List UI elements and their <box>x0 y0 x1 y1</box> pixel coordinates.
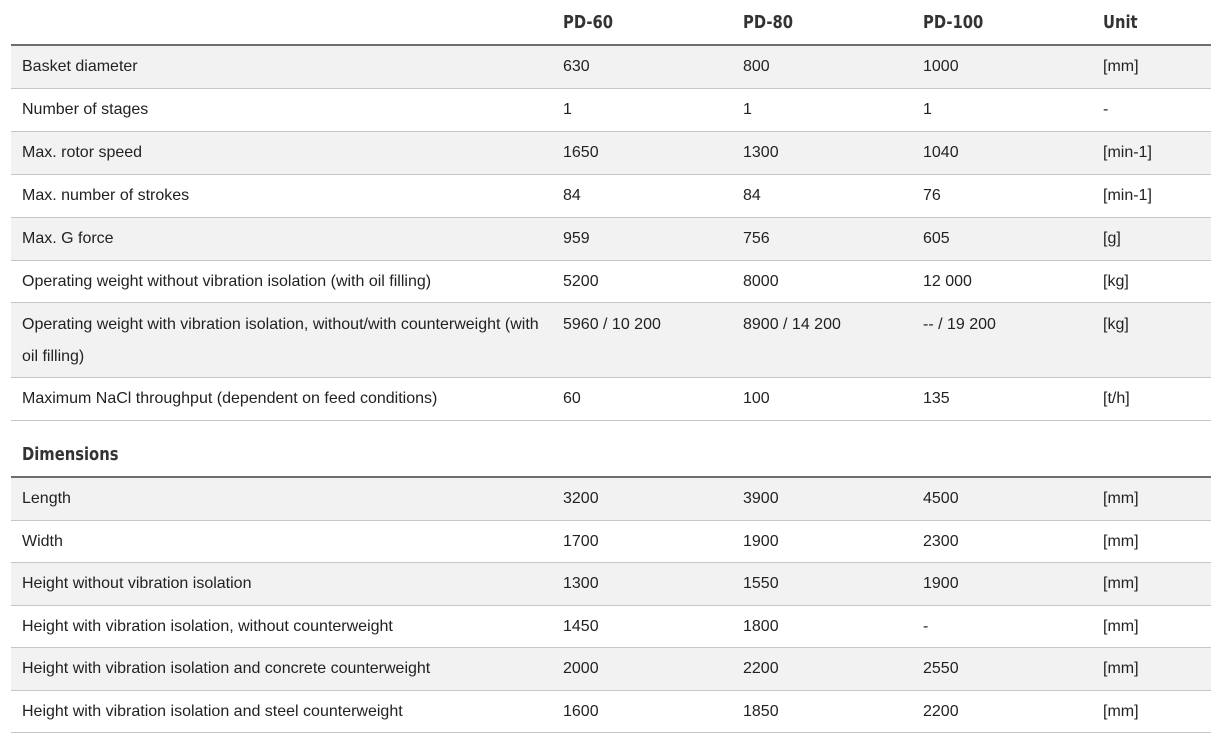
table-row <box>11 132 1211 175</box>
table-row <box>11 303 1211 378</box>
cell-pd100: 1040 <box>923 144 959 161</box>
cell-pd100: 605 <box>923 230 950 247</box>
table-row <box>11 563 1211 606</box>
header-text-pd80: PD-80 <box>743 12 794 33</box>
header-text-pd60: PD-60 <box>563 12 614 33</box>
cell-unit: [t/h] <box>1103 390 1130 407</box>
cell-pd100: 1900 <box>923 575 959 592</box>
cell-pd100: - <box>923 617 929 635</box>
header-text-unit: Unit <box>1103 12 1138 33</box>
table-row <box>11 521 1211 563</box>
cell-pd80: 2200 <box>743 660 779 677</box>
cell-pd60: 1600 <box>563 702 599 720</box>
row-label: Height with vibration isolation, without counterweight <box>22 617 393 635</box>
header-cell-pd80 <box>732 13 912 34</box>
row-label: Max. number of strokes <box>22 187 190 204</box>
row-label: Basket diameter <box>22 58 138 75</box>
cell-pd60: 5200 <box>563 272 599 290</box>
table-row <box>11 648 1211 691</box>
cell-pd60: 84 <box>563 187 581 204</box>
cell-pd100: 2550 <box>923 660 959 677</box>
dimensions-title: Dimensions <box>22 444 119 465</box>
header-cell-pd60 <box>552 13 732 34</box>
cell-pd60: 1 <box>563 101 572 118</box>
cell-pd80: 3900 <box>743 490 779 507</box>
cell-unit: [mm] <box>1103 617 1139 635</box>
row-label: Maximum NaCl throughput (dependent on feed conditions) <box>22 390 438 407</box>
dimensions-section-header <box>11 421 1211 478</box>
cell-pd80: 1550 <box>743 575 779 592</box>
cell-pd80: 1850 <box>743 702 779 720</box>
row-label: Operating weight without vibration isolation (with oil filling) <box>22 272 432 290</box>
table-row <box>11 46 1211 89</box>
row-label: Height without vibration isolation <box>22 575 252 592</box>
cell-pd60: 60 <box>563 390 581 407</box>
cell-unit: [g] <box>1103 230 1121 247</box>
cell-unit: [kg] <box>1103 316 1129 333</box>
cell-unit: [mm] <box>1103 702 1139 720</box>
cell-unit: [mm] <box>1103 575 1139 592</box>
cell-pd80: 756 <box>743 230 770 247</box>
table-row <box>11 478 1211 521</box>
cell-pd80: 1 <box>743 101 752 118</box>
cell-pd100: 2200 <box>923 702 959 720</box>
cell-pd80: 1800 <box>743 617 779 635</box>
table-row <box>11 89 1211 132</box>
cell-pd60: 959 <box>563 230 590 247</box>
spec-table <box>11 0 1211 733</box>
cell-pd100: 76 <box>923 187 941 204</box>
cell-unit: [mm] <box>1103 532 1139 550</box>
cell-pd100: 4500 <box>923 490 959 507</box>
table-row <box>11 691 1211 733</box>
cell-pd60: 3200 <box>563 490 599 507</box>
table-row <box>11 378 1211 421</box>
table-row <box>11 175 1211 218</box>
cell-pd60: 1650 <box>563 144 599 161</box>
cell-unit: [mm] <box>1103 660 1139 677</box>
cell-unit: [min-1] <box>1103 187 1152 204</box>
cell-pd60: 1700 <box>563 532 599 550</box>
row-label: Width <box>22 532 63 550</box>
row-label: Max. G force <box>22 230 114 247</box>
cell-pd100: 12 000 <box>923 272 972 290</box>
cell-unit: [mm] <box>1103 58 1139 75</box>
table-row <box>11 261 1211 303</box>
cell-pd80: 1900 <box>743 532 779 550</box>
row-label: Operating weight with vibration isolation, without/with counterweight (with oil filling) <box>22 316 539 365</box>
row-label: Number of stages <box>22 101 149 118</box>
row-label: Max. rotor speed <box>22 144 143 161</box>
cell-pd60: 630 <box>563 58 590 75</box>
cell-pd80: 800 <box>743 58 770 75</box>
cell-pd100: 1000 <box>923 58 959 75</box>
table-row <box>11 606 1211 648</box>
cell-unit: - <box>1103 101 1109 118</box>
table-row <box>11 218 1211 261</box>
row-label: Height with vibration isolation and concrete counterweight <box>22 660 431 677</box>
cell-unit: [mm] <box>1103 490 1139 507</box>
cell-pd60: 2000 <box>563 660 599 677</box>
header-cell-unit <box>1092 13 1211 34</box>
cell-pd60: 1300 <box>563 575 599 592</box>
cell-pd60: 5960 / 10 200 <box>563 316 661 333</box>
cell-pd100: -- / 19 200 <box>923 316 996 333</box>
cell-pd100: 135 <box>923 390 950 407</box>
cell-pd80: 8000 <box>743 272 779 290</box>
cell-unit: [kg] <box>1103 272 1129 290</box>
dimensions-title-cell <box>11 445 552 466</box>
cell-pd80: 1300 <box>743 144 779 161</box>
cell-pd80: 8900 / 14 200 <box>743 316 841 333</box>
row-label: Length <box>22 490 71 507</box>
cell-pd100: 1 <box>923 101 932 118</box>
row-label: Height with vibration isolation and steel counterweight <box>22 702 403 720</box>
cell-pd80: 84 <box>743 187 761 204</box>
header-text-pd100: PD-100 <box>923 12 984 33</box>
cell-pd80: 100 <box>743 390 770 407</box>
cell-pd100: 2300 <box>923 532 959 550</box>
cell-pd60: 1450 <box>563 617 599 635</box>
header-cell-pd100 <box>912 13 1092 34</box>
table-header-row <box>11 0 1211 46</box>
cell-unit: [min-1] <box>1103 144 1152 161</box>
